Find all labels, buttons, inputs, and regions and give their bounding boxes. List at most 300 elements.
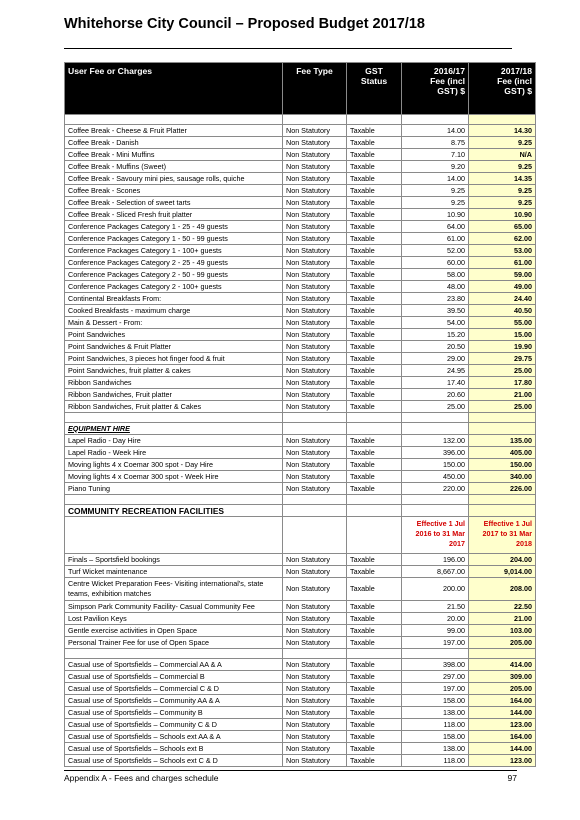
fee-name: Lost Pavilion Keys [65, 613, 283, 625]
fee-name: Simpson Park Community Facility- Casual Community Fee [65, 601, 283, 613]
gst-status: Taxable [347, 161, 402, 173]
fee-2017-18: N/A [469, 149, 536, 161]
fee-type: Non Statutory [283, 137, 347, 149]
fee-name: Finals – Sportsfield bookings [65, 554, 283, 566]
gst-status: Taxable [347, 329, 402, 341]
fee-2017-18: 204.00 [469, 554, 536, 566]
table-row [65, 185, 536, 197]
gst-status: Taxable [347, 173, 402, 185]
blank-cell [347, 517, 402, 554]
header-2017-text: 2017/18 Fee (incl GST) $ [497, 66, 532, 96]
spacer-row [65, 649, 536, 659]
blank-cell [283, 115, 347, 125]
fee-2017-18: 9.25 [469, 185, 536, 197]
table-row [65, 329, 536, 341]
fee-type: Non Statutory [283, 353, 347, 365]
fee-2017-18: 123.00 [469, 719, 536, 731]
table-row [65, 353, 536, 365]
table-row [65, 197, 536, 209]
gst-status: Taxable [347, 269, 402, 281]
fee-2017-18: 9.25 [469, 197, 536, 209]
fee-type: Non Statutory [283, 197, 347, 209]
header-fee-2017 [469, 63, 536, 115]
fee-2016-17: 25.00 [402, 401, 469, 413]
fee-2017-18: 49.00 [469, 281, 536, 293]
fee-name: Casual use of Sportsfields – Community AA & A [65, 695, 283, 707]
fee-2017-18: 205.00 [469, 683, 536, 695]
blank-cell [469, 649, 536, 659]
fee-2016-17: 9.25 [402, 185, 469, 197]
fee-name: Casual use of Sportsfields – Community C & D [65, 719, 283, 731]
blank-cell [402, 413, 469, 423]
gst-status: Taxable [347, 365, 402, 377]
fee-name: Ribbon Sandwiches, Fruit platter [65, 389, 283, 401]
table-row [65, 683, 536, 695]
fee-type: Non Statutory [283, 659, 347, 671]
blank-cell [283, 495, 347, 505]
fee-2017-18: 103.00 [469, 625, 536, 637]
spacer-row [65, 115, 536, 125]
fee-2017-18: 65.00 [469, 221, 536, 233]
table-row [65, 601, 536, 613]
gst-status: Taxable [347, 707, 402, 719]
fee-2017-18: 150.00 [469, 459, 536, 471]
section-heading-row [65, 423, 536, 435]
gst-status: Taxable [347, 637, 402, 649]
gst-status: Taxable [347, 389, 402, 401]
fee-name: Casual use of Sportsfields – Schools ext AA & A [65, 731, 283, 743]
gst-status: Taxable [347, 659, 402, 671]
gst-status: Taxable [347, 625, 402, 637]
fee-2016-17: 15.20 [402, 329, 469, 341]
gst-status: Taxable [347, 683, 402, 695]
table-row [65, 731, 536, 743]
fee-2017-18: 25.00 [469, 401, 536, 413]
fee-name: Conference Packages Category 2 - 100+ guests [65, 281, 283, 293]
fee-2017-18: 40.50 [469, 305, 536, 317]
fee-type: Non Statutory [283, 447, 347, 459]
fee-2016-17: 196.00 [402, 554, 469, 566]
blank-cell [402, 505, 469, 517]
fee-type: Non Statutory [283, 305, 347, 317]
fee-name: Moving lights 4 x Coemar 300 spot - Day Hire [65, 459, 283, 471]
fee-type: Non Statutory [283, 613, 347, 625]
table-row [65, 209, 536, 221]
fee-name: Coffee Break - Cheese & Fruit Platter [65, 125, 283, 137]
gst-status: Taxable [347, 578, 402, 601]
gst-status: Taxable [347, 353, 402, 365]
fee-name: Personal Trainer Fee for use of Open Space [65, 637, 283, 649]
table-row [65, 471, 536, 483]
fee-2017-18: 22.50 [469, 601, 536, 613]
gst-status: Taxable [347, 305, 402, 317]
fee-type: Non Statutory [283, 161, 347, 173]
table-row [65, 401, 536, 413]
fee-name: Casual use of Sportsfields – Commercial C & D [65, 683, 283, 695]
table-row [65, 743, 536, 755]
table-row [65, 755, 536, 767]
gst-status: Taxable [347, 695, 402, 707]
fee-type: Non Statutory [283, 731, 347, 743]
fee-2016-17: 197.00 [402, 683, 469, 695]
gst-status: Taxable [347, 125, 402, 137]
fee-name: Turf Wicket maintenance [65, 566, 283, 578]
fee-name: Moving lights 4 x Coemar 300 spot - Week Hire [65, 471, 283, 483]
table-row [65, 625, 536, 637]
fee-name: Coffee Break - Selection of sweet tarts [65, 197, 283, 209]
blank-cell [65, 495, 283, 505]
gst-status: Taxable [347, 447, 402, 459]
gst-status: Taxable [347, 233, 402, 245]
fee-type: Non Statutory [283, 695, 347, 707]
blank-cell [283, 413, 347, 423]
fee-type: Non Statutory [283, 719, 347, 731]
fee-type: Non Statutory [283, 377, 347, 389]
fee-2017-18: 9.25 [469, 137, 536, 149]
table-row [65, 435, 536, 447]
table-row [65, 637, 536, 649]
fee-2016-17: 118.00 [402, 719, 469, 731]
fee-2017-18: 10.90 [469, 209, 536, 221]
fee-2016-17: 158.00 [402, 731, 469, 743]
fee-type: Non Statutory [283, 471, 347, 483]
fee-type: Non Statutory [283, 185, 347, 197]
blank-cell [402, 649, 469, 659]
blank-cell [283, 517, 347, 554]
blank-cell [347, 115, 402, 125]
fee-name: Point Sandwiches, fruit platter & cakes [65, 365, 283, 377]
page-footer [64, 770, 517, 783]
fee-2016-17: 20.50 [402, 341, 469, 353]
table-row [65, 671, 536, 683]
fee-type: Non Statutory [283, 435, 347, 447]
title-divider [64, 48, 512, 49]
fee-2017-18: 14.35 [469, 173, 536, 185]
table-row [65, 137, 536, 149]
fee-type: Non Statutory [283, 743, 347, 755]
table-row [65, 695, 536, 707]
fee-name: Conference Packages Category 1 - 100+ guests [65, 245, 283, 257]
gst-status: Taxable [347, 401, 402, 413]
fee-type: Non Statutory [283, 269, 347, 281]
table-row [65, 447, 536, 459]
header-fee-2016 [402, 63, 469, 115]
fee-name: Coffee Break - Sliced Fresh fruit platter [65, 209, 283, 221]
table-row [65, 578, 536, 601]
fee-2016-17: 197.00 [402, 637, 469, 649]
gst-status: Taxable [347, 137, 402, 149]
fee-2017-18: 15.00 [469, 329, 536, 341]
header-fee-type: Fee Type [283, 63, 347, 115]
gst-status: Taxable [347, 719, 402, 731]
footer-appendix-label: Appendix A - Fees and charges schedule [64, 773, 219, 783]
table-header-row [65, 63, 536, 115]
fee-2016-17: 99.00 [402, 625, 469, 637]
table-row [65, 125, 536, 137]
fee-type: Non Statutory [283, 566, 347, 578]
blank-cell [65, 115, 283, 125]
fee-2017-18: 414.00 [469, 659, 536, 671]
fee-2016-17: 398.00 [402, 659, 469, 671]
table-row [65, 719, 536, 731]
fee-2016-17: 220.00 [402, 483, 469, 495]
fee-name: Main & Dessert - From: [65, 317, 283, 329]
fee-2016-17: 61.00 [402, 233, 469, 245]
table-row [65, 281, 536, 293]
gst-status: Taxable [347, 185, 402, 197]
gst-status: Taxable [347, 671, 402, 683]
fee-type: Non Statutory [283, 401, 347, 413]
table-row [65, 459, 536, 471]
fee-name: Point Sandwiches [65, 329, 283, 341]
fee-2017-18: 19.90 [469, 341, 536, 353]
fee-2017-18: 208.00 [469, 578, 536, 601]
gst-status: Taxable [347, 317, 402, 329]
section-heading: EQUIPMENT HIRE [65, 423, 283, 435]
effective-2016-note: Effective 1 Jul 2016 to 31 Mar 2017 [402, 517, 469, 554]
fee-type: Non Statutory [283, 578, 347, 601]
fee-type: Non Statutory [283, 317, 347, 329]
fee-2016-17: 200.00 [402, 578, 469, 601]
fee-2016-17: 20.60 [402, 389, 469, 401]
fee-2017-18: 144.00 [469, 743, 536, 755]
fee-type: Non Statutory [283, 625, 347, 637]
fee-type: Non Statutory [283, 329, 347, 341]
fee-type: Non Statutory [283, 637, 347, 649]
fee-2016-17: 138.00 [402, 743, 469, 755]
fee-name: Cooked Breakfasts - maximum charge [65, 305, 283, 317]
fee-2017-18: 55.00 [469, 317, 536, 329]
gst-status: Taxable [347, 341, 402, 353]
blank-cell [347, 423, 402, 435]
fee-type: Non Statutory [283, 389, 347, 401]
gst-status: Taxable [347, 281, 402, 293]
fee-type: Non Statutory [283, 707, 347, 719]
fee-name: Casual use of Sportsfields – Schools ext B [65, 743, 283, 755]
blank-cell [469, 495, 536, 505]
fee-2017-18: 405.00 [469, 447, 536, 459]
fee-type: Non Statutory [283, 341, 347, 353]
fee-2016-17: 64.00 [402, 221, 469, 233]
fee-name: Casual use of Sportsfields – Community B [65, 707, 283, 719]
table-row [65, 173, 536, 185]
gst-status: Taxable [347, 257, 402, 269]
fee-2016-17: 29.00 [402, 353, 469, 365]
fee-name: Conference Packages Category 2 - 50 - 99 guests [65, 269, 283, 281]
fee-2017-18: 17.80 [469, 377, 536, 389]
fee-2016-17: 52.00 [402, 245, 469, 257]
fee-type: Non Statutory [283, 173, 347, 185]
fee-type: Non Statutory [283, 293, 347, 305]
fee-2016-17: 9.20 [402, 161, 469, 173]
table-row [65, 365, 536, 377]
fee-2016-17: 14.00 [402, 173, 469, 185]
fee-2017-18: 53.00 [469, 245, 536, 257]
blank-cell [469, 115, 536, 125]
fee-2017-18: 21.00 [469, 613, 536, 625]
fee-2016-17: 48.00 [402, 281, 469, 293]
blank-cell [65, 517, 283, 554]
table-row [65, 317, 536, 329]
table-row [65, 554, 536, 566]
gst-status: Taxable [347, 613, 402, 625]
table-row [65, 341, 536, 353]
fee-type: Non Statutory [283, 554, 347, 566]
fee-name: Ribbon Sandwiches, Fruit platter & Cakes [65, 401, 283, 413]
fee-2017-18: 164.00 [469, 731, 536, 743]
fee-type: Non Statutory [283, 365, 347, 377]
gst-status: Taxable [347, 197, 402, 209]
fee-name: Ribbon Sandwiches [65, 377, 283, 389]
gst-status: Taxable [347, 554, 402, 566]
blank-cell [347, 505, 402, 517]
table-row [65, 233, 536, 245]
table-row [65, 269, 536, 281]
header-2016-text: 2016/17 Fee (incl GST) $ [430, 66, 465, 96]
gst-status: Taxable [347, 755, 402, 767]
table-row [65, 483, 536, 495]
fee-name: Coffee Break - Muffins (Sweet) [65, 161, 283, 173]
table-row [65, 257, 536, 269]
blank-cell [402, 495, 469, 505]
fee-type: Non Statutory [283, 683, 347, 695]
fee-2016-17: 8.75 [402, 137, 469, 149]
blank-cell [65, 649, 283, 659]
table-row [65, 293, 536, 305]
fee-2016-17: 138.00 [402, 707, 469, 719]
gst-status: Taxable [347, 209, 402, 221]
table-row [65, 377, 536, 389]
table-row [65, 161, 536, 173]
fee-name: Conference Packages Category 1 - 50 - 99 guests [65, 233, 283, 245]
table-row [65, 659, 536, 671]
page-title: Whitehorse City Council – Proposed Budget 2017/18 [64, 16, 425, 32]
page-number: 97 [507, 773, 517, 783]
blank-cell [469, 423, 536, 435]
fee-2016-17: 17.40 [402, 377, 469, 389]
gst-status: Taxable [347, 377, 402, 389]
fee-2017-18: 62.00 [469, 233, 536, 245]
fees-table [64, 62, 536, 767]
gst-status: Taxable [347, 601, 402, 613]
fee-2017-18: 123.00 [469, 755, 536, 767]
fee-name: Coffee Break - Scones [65, 185, 283, 197]
fee-type: Non Statutory [283, 755, 347, 767]
effective-2017-note: Effective 1 Jul 2017 to 31 Mar 2018 [469, 517, 536, 554]
fee-2017-18: 61.00 [469, 257, 536, 269]
fee-type: Non Statutory [283, 245, 347, 257]
fee-2016-17: 54.00 [402, 317, 469, 329]
gst-status: Taxable [347, 293, 402, 305]
fee-2017-18: 164.00 [469, 695, 536, 707]
header-gst-text: GST Status [360, 66, 388, 86]
blank-cell [469, 413, 536, 423]
fee-type: Non Statutory [283, 483, 347, 495]
gst-status: Taxable [347, 435, 402, 447]
fee-type: Non Statutory [283, 671, 347, 683]
blank-cell [283, 423, 347, 435]
gst-status: Taxable [347, 731, 402, 743]
fee-name: Point Sandwiches, 3 pieces hot finger food & fruit [65, 353, 283, 365]
fee-name: Conference Packages Category 1 - 25 - 49 guests [65, 221, 283, 233]
fee-type: Non Statutory [283, 233, 347, 245]
fee-2016-17: 132.00 [402, 435, 469, 447]
gst-status: Taxable [347, 459, 402, 471]
fee-2017-18: 135.00 [469, 435, 536, 447]
fee-name: Coffee Break - Savoury mini pies, sausage rolls, quiche [65, 173, 283, 185]
table-row [65, 149, 536, 161]
blank-cell [347, 495, 402, 505]
fee-2016-17: 60.00 [402, 257, 469, 269]
fee-name: Coffee Break - Danish [65, 137, 283, 149]
gst-status: Taxable [347, 471, 402, 483]
header-fee-name: User Fee or Charges [65, 63, 283, 115]
table-body [65, 115, 536, 767]
fee-2017-18: 309.00 [469, 671, 536, 683]
table-row [65, 613, 536, 625]
fee-type: Non Statutory [283, 601, 347, 613]
fee-2016-17: 150.00 [402, 459, 469, 471]
fee-name: Lapel Radio - Week Hire [65, 447, 283, 459]
fee-name: Coffee Break - Mini Muffins [65, 149, 283, 161]
fee-name: Point Sandwiches & Fruit Platter [65, 341, 283, 353]
spacer-row [65, 495, 536, 505]
gst-status: Taxable [347, 566, 402, 578]
fee-2016-17: 297.00 [402, 671, 469, 683]
fee-type: Non Statutory [283, 125, 347, 137]
fee-name: Gentle exercise activities in Open Space [65, 625, 283, 637]
fee-2017-18: 14.30 [469, 125, 536, 137]
table-row [65, 707, 536, 719]
fee-2016-17: 158.00 [402, 695, 469, 707]
fee-name: Casual use of Sportsfields – Schools ext C & D [65, 755, 283, 767]
blank-cell [65, 413, 283, 423]
fee-type: Non Statutory [283, 149, 347, 161]
fee-2017-18: 9,014.00 [469, 566, 536, 578]
spacer-row [65, 413, 536, 423]
section-heading-row [65, 505, 536, 517]
fee-2016-17: 8,667.00 [402, 566, 469, 578]
table-row [65, 221, 536, 233]
fee-2016-17: 450.00 [402, 471, 469, 483]
fee-name: Conference Packages Category 2 - 25 - 49 guests [65, 257, 283, 269]
fee-type: Non Statutory [283, 209, 347, 221]
blank-cell [469, 505, 536, 517]
fee-name: Continental Breakfasts From: [65, 293, 283, 305]
fee-2016-17: 23.80 [402, 293, 469, 305]
fee-name: Casual use of Sportsfields – Commercial AA & A [65, 659, 283, 671]
table-row [65, 389, 536, 401]
fee-type: Non Statutory [283, 257, 347, 269]
fee-2016-17: 7.10 [402, 149, 469, 161]
table-row [65, 245, 536, 257]
blank-cell [283, 649, 347, 659]
gst-status: Taxable [347, 221, 402, 233]
blank-cell [283, 505, 347, 517]
fee-2016-17: 58.00 [402, 269, 469, 281]
fee-2016-17: 20.00 [402, 613, 469, 625]
fee-type: Non Statutory [283, 459, 347, 471]
fee-name: Centre Wicket Preparation Fees- Visiting international's, state teams, exhibition matches [65, 578, 283, 601]
fee-2017-18: 25.00 [469, 365, 536, 377]
fee-2017-18: 340.00 [469, 471, 536, 483]
fee-2017-18: 205.00 [469, 637, 536, 649]
gst-status: Taxable [347, 483, 402, 495]
gst-status: Taxable [347, 245, 402, 257]
header-gst-status [347, 63, 402, 115]
table-row [65, 305, 536, 317]
fee-2016-17: 21.50 [402, 601, 469, 613]
